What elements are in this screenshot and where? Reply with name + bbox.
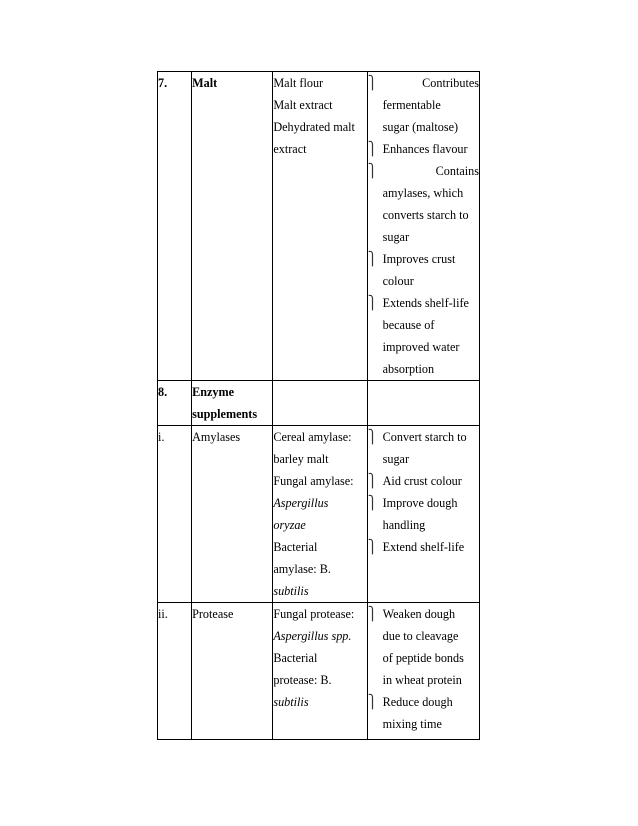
brace-bullet-icon: ⎫ — [367, 694, 378, 709]
benefit-item: ⎫ Improves crust — [368, 248, 479, 270]
source-line: subtilis — [273, 695, 309, 709]
source-line: amylase: B. — [273, 562, 331, 576]
source-line: Malt flour — [273, 76, 324, 90]
row-number: ii. — [158, 603, 192, 740]
source-line: oryzae — [273, 518, 306, 532]
source-cell — [273, 426, 367, 603]
source-line: subtilis — [273, 584, 309, 598]
benefit-item: ⎫ Extend shelf-life — [368, 536, 479, 558]
benefit-item: ⎫ Weaken dough — [368, 603, 479, 625]
brace-bullet-icon: ⎫ — [367, 141, 378, 156]
table-row — [158, 426, 480, 603]
source-line: Dehydrated malt — [273, 120, 355, 134]
brace-bullet-icon: ⎫ — [367, 163, 378, 178]
benefit-item: ⎫ Contributes — [368, 72, 479, 94]
brace-bullet-icon: ⎫ — [367, 539, 378, 554]
source-cell — [273, 72, 367, 381]
benefits-cell: ⎫ Convert starch to sugar ⎫ Aid crust colour ⎫ Improve dough handling ⎫ Extend shelf-life — [367, 426, 479, 603]
source-line: Bacterial — [273, 540, 318, 554]
source-line: Aspergillus spp. — [273, 629, 352, 643]
benefit-item: ⎫ Aid crust colour — [368, 470, 479, 492]
benefits-cell — [367, 381, 479, 426]
benefit-item: ⎫ Extends shelf-life — [368, 292, 479, 314]
brace-bullet-icon: ⎫ — [367, 295, 378, 310]
additives-table — [157, 71, 480, 740]
benefit-item: ⎫ Contains — [368, 160, 479, 182]
source-line: extract — [273, 142, 307, 156]
table-row — [158, 603, 480, 740]
benefits-cell: ⎫ Contributes fermentable sugar (maltose) ⎫ Enhances flavour ⎫ Contains amylases, which converts starch to sugar ⎫ Improves crust colour ⎫ Extends shelf-life because of improved water absorption — [367, 72, 479, 381]
benefits-cell: ⎫ Weaken dough due to cleavage of peptide bonds in wheat protein ⎫ Reduce dough mixing time — [367, 603, 479, 740]
brace-bullet-icon: ⎫ — [367, 429, 378, 444]
ingredient-name: Malt — [192, 72, 273, 381]
brace-bullet-icon: ⎫ — [367, 75, 378, 90]
benefit-item: ⎫ Enhances flavour — [368, 138, 479, 160]
benefit-item: ⎫ Reduce dough — [368, 691, 479, 713]
ingredient-name: Amylases — [192, 426, 273, 603]
source-cell — [273, 603, 367, 740]
row-number: i. — [158, 426, 192, 603]
brace-bullet-icon: ⎫ — [367, 606, 378, 621]
row-number: 8. — [158, 381, 192, 426]
source-line: barley malt — [273, 452, 329, 466]
source-line: Bacterial — [273, 651, 318, 665]
brace-bullet-icon: ⎫ — [367, 473, 378, 488]
table-row — [158, 72, 480, 381]
ingredient-name: Enzyme supplements — [192, 381, 273, 426]
ingredient-name: Protease — [192, 603, 273, 740]
source-line: Cereal amylase: — [273, 430, 352, 444]
source-cell — [273, 381, 367, 426]
row-number: 7. — [158, 72, 192, 381]
brace-bullet-icon: ⎫ — [367, 251, 378, 266]
source-line: Malt extract — [273, 98, 333, 112]
source-line: Fungal protease: — [273, 607, 355, 621]
source-line: Fungal amylase: — [273, 474, 354, 488]
table-row — [158, 381, 480, 426]
brace-bullet-icon: ⎫ — [367, 495, 378, 510]
source-line: Aspergillus — [273, 496, 329, 510]
benefit-item: ⎫ Convert starch to — [368, 426, 479, 448]
source-line: protease: B. — [273, 673, 332, 687]
benefit-item: ⎫ Improve dough — [368, 492, 479, 514]
